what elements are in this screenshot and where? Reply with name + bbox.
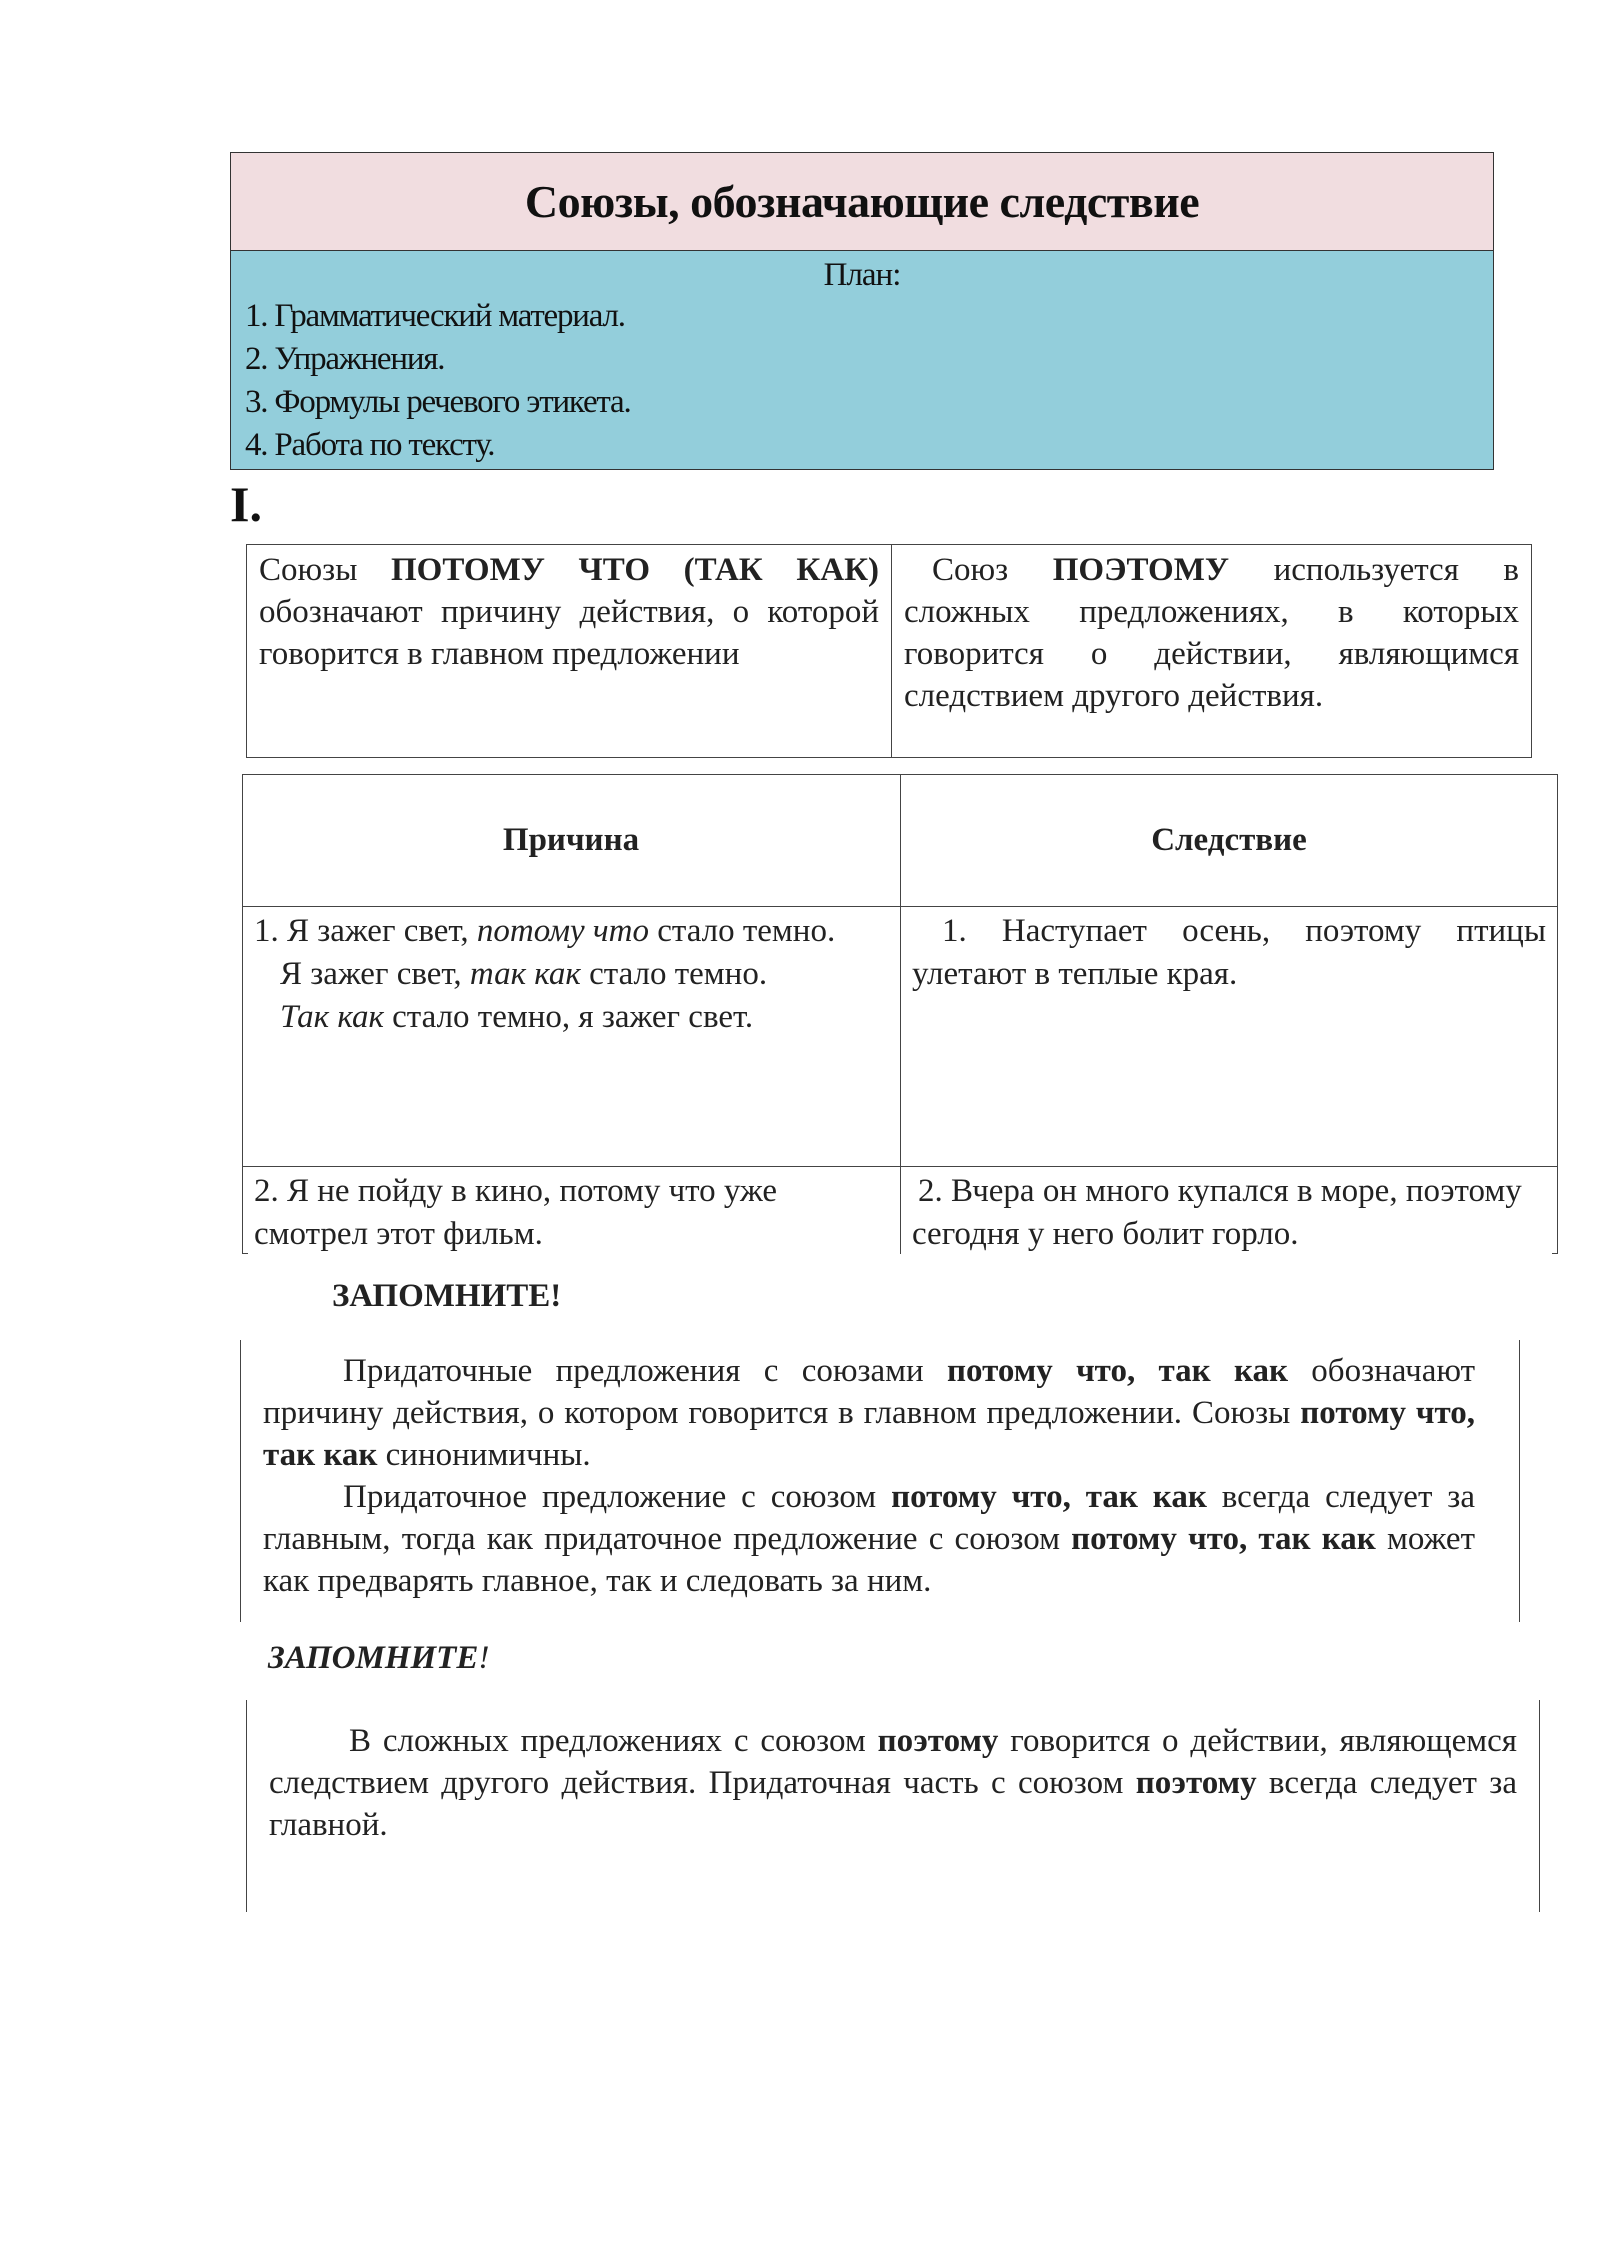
plan-section [231,251,1493,469]
plan-item: 3. Формулы речевого этикета. [245,384,631,420]
rules-cell-cause [247,545,891,757]
header-box [230,152,1494,470]
rules-text: используется в сложных предложениях, в которых говорится о действии, являющимся следствием другого действия. [904,552,1519,714]
example-text: 2. Вчера он много купался в море, поэтому сегодня у него болит горло. [912,1173,1522,1252]
effect-cell [900,906,1558,1166]
example-text: 1. Я зажег свет, [254,913,477,949]
rules-text: обозначают причину действия, о которой говорится в главном предложении [259,594,879,672]
conjunction-bold: потому что, так как [1071,1521,1376,1557]
rule-text: может как предварять главное, так и следовать за ним. [263,1521,1475,1599]
cause-cell [242,906,900,1166]
plan-item: 1. Грамматический материал. [245,298,625,334]
remember-label-mark: ! [478,1640,490,1676]
plan-heading: План: [823,257,901,293]
example-text: 2. Я не пойду в кино, потому что уже смотрел этот фильм. [254,1173,777,1252]
rules-table [246,544,1532,758]
rule-text: синонимичны. [377,1437,591,1473]
example-text: Я зажег свет, [280,956,470,992]
example-line [254,996,888,1039]
conjunction-bold: поэтому [1135,1765,1257,1801]
remember-box [240,1340,1520,1622]
page-title: Союзы, обозначающие следствие [524,176,1200,227]
conjunction-italic: потому что [476,913,649,949]
table-header-row [242,774,1558,906]
example-line [254,910,888,953]
rule-text: Придаточные предложения с союзами [343,1353,948,1389]
rule-paragraph [263,1476,1475,1602]
example-text: стало темно. [580,956,768,992]
rule-paragraph [269,1720,1517,1846]
rules-text: Союзы [259,552,391,588]
remember-label: ЗАПОМНИТЕ! [332,1278,562,1314]
remember-box [246,1700,1540,1912]
conjunction-bold: ПОЭТОМУ [1052,552,1230,588]
conjunction-italic: Так как [280,999,384,1035]
plan-item: 2. Упражнения. [245,341,445,377]
rule-text: всегда следует за главной. [269,1765,1517,1843]
conjunction-bold: потому что, так как [891,1479,1207,1515]
table-row [242,906,1558,1166]
conjunction-bold: ПОТОМУ ЧТО (ТАК КАК) [390,552,880,588]
effect-cell [900,1166,1558,1254]
conjunction-bold: потому что, так как [263,1395,1475,1473]
plan-item: 4. Работа по тексту. [245,427,495,463]
conjunction-italic: так как [469,956,581,992]
example-text: стало темно, я зажег свет. [383,999,754,1035]
rule-text: Придаточное предложение с союзом [343,1479,892,1515]
rule-text: всегда следует за главным, тогда как придаточное предложение с союзом [263,1479,1475,1557]
rule-paragraph [263,1350,1475,1476]
remember-label [268,1638,489,1678]
title-band [231,153,1493,251]
section-number: I. [230,476,262,532]
rules-text: Союз [932,552,1053,588]
rule-text: говорится о действии, являющемся следствием другого действия. Придаточная часть с союзом [269,1723,1517,1801]
header-cause: Причина [502,821,640,858]
cause-cell [242,1166,900,1254]
example-line [254,953,888,996]
rule-text: обозначают причину действия, о котором говорится в главном предложении. Союзы [263,1353,1475,1431]
example-text: стало темно. [648,913,836,949]
table-row [242,1166,1558,1254]
header-effect: Следствие [1151,821,1307,858]
examples-table [242,774,1558,1254]
conjunction-bold: потому что, так как [947,1353,1288,1389]
example-text: 1. Наступает осень, поэтому птицы улетают в теплые края. [912,913,1546,992]
conjunction-bold: поэтому [877,1723,999,1759]
rule-text: В сложных предложениях с союзом [349,1723,878,1759]
rules-cell-effect [891,545,1531,757]
remember-label-text: ЗАПОМНИТЕ [268,1640,479,1676]
